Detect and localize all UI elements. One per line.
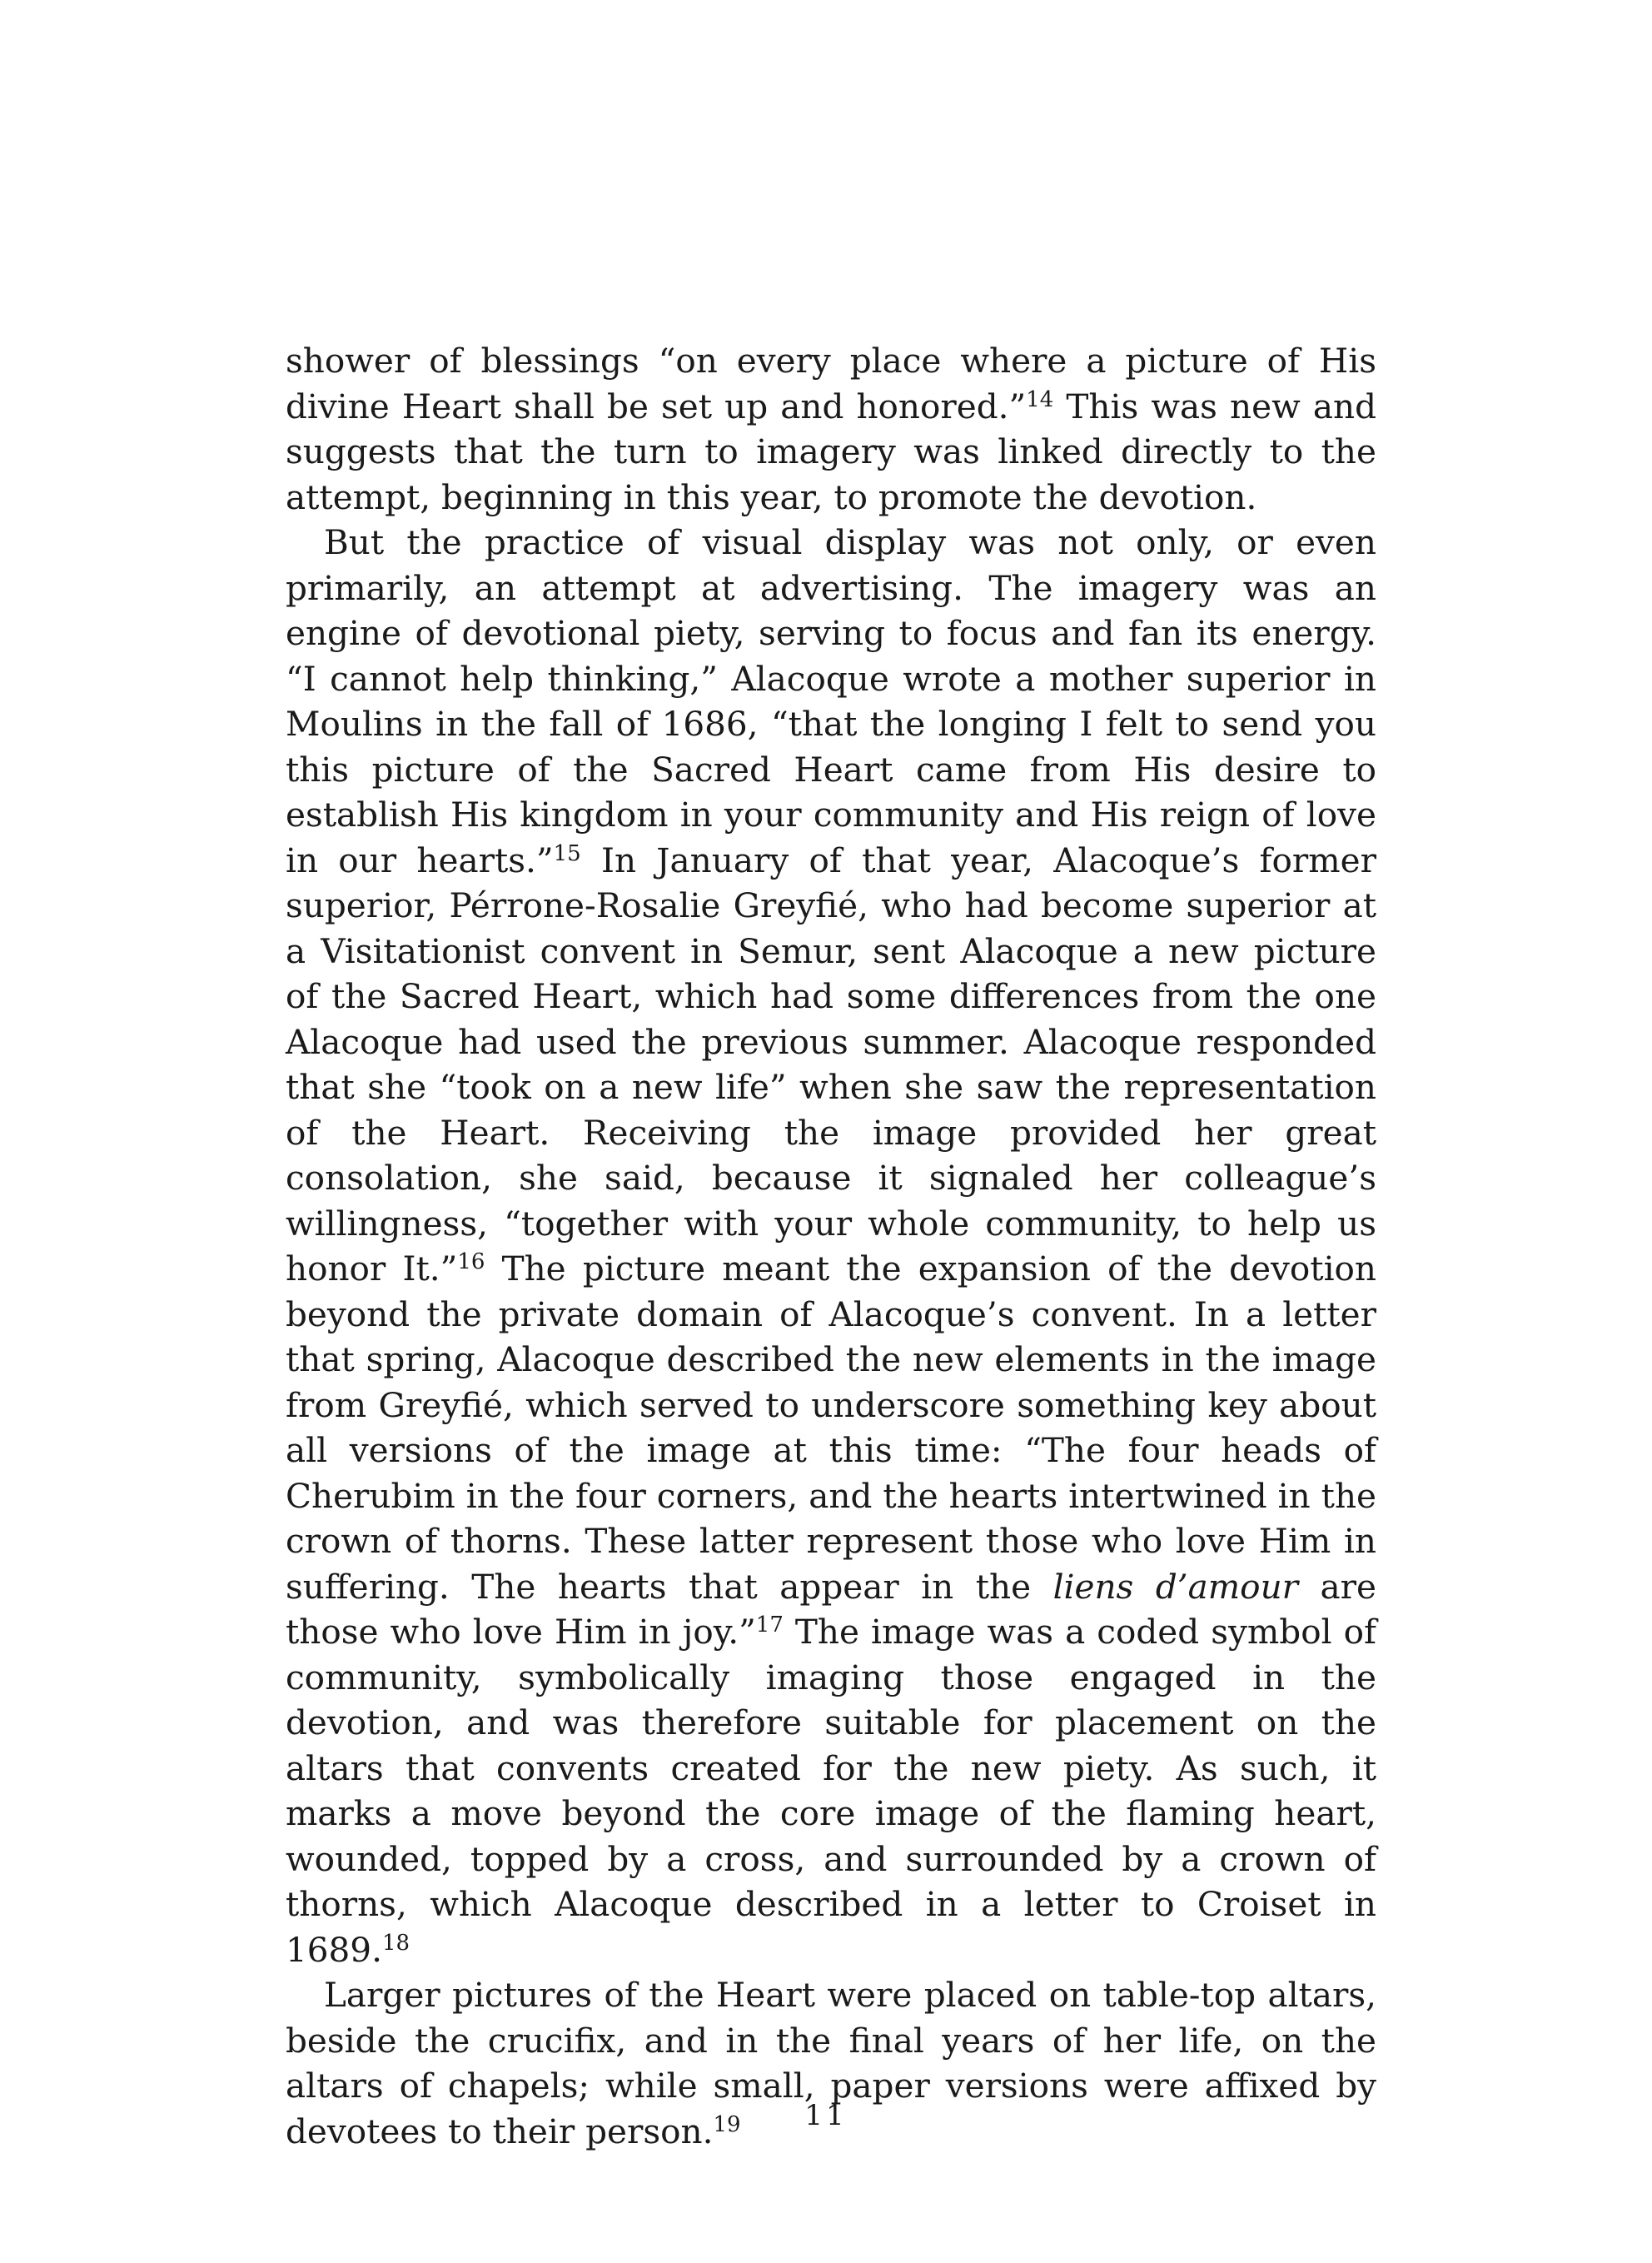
text-run: Larger pictures of the Heart were placed on table-top altars, beside the crucifix, and in the final years of her life, on the altars of chapels; while small, paper versions were affixed by devotees to their person. [286, 1975, 1376, 2151]
body-text [286, 338, 1376, 2154]
text-run: shower of blessings “on every place where a picture of His divine Heart shall be set up and honored.” [286, 341, 1376, 426]
text-run: This was new and suggests that the turn to imagery was linked directly to the attempt, beginning in this year, to promote the devotion. [286, 386, 1376, 517]
footnote-marker: 18 [381, 1930, 411, 1956]
text-run: In January of that year, Alacoque’s former superior, Pérrone-Rosalie Greyfié, who had become superior at a Visitationist convent in Semur, sent Alacoque a new picture of the Sacred Heart, which had some differences from the one Alacoque had used the previous summer. Alacoque responded that she “took on a new life” when she saw the representation of the Heart. Receiving the image provided her great consolation, she said, because it signaled her colleague’s willingness, “together with your whole community, to help us honor It.” [286, 840, 1376, 1289]
paragraph [286, 338, 1376, 520]
footnote-marker: 15 [553, 840, 581, 866]
footnote-marker: 17 [755, 1613, 784, 1637]
footnote-marker: 19 [713, 2111, 741, 2137]
italic-phrase: liens d’amour [1052, 1566, 1299, 1607]
footnote-marker: 16 [457, 1249, 485, 1274]
text-run: The image was a coded symbol of community, symbolically imaging those engaged in the devotion, and was therefore suitable for placement on the altars that convents created for the new piety. As such, it marks a move beyond the core image of the flaming heart, wounded, topped by a cross, and surrounded by a crown of thorns, which Alacoque described in a letter to Croiset in 1689. [286, 1612, 1376, 1970]
paragraph [286, 520, 1376, 1972]
page-number: 11 [804, 2099, 848, 2132]
text-run: are those who love Him in joy.” [286, 1566, 1376, 1652]
text-run: But the practice of visual display was not only, or even primarily, an attempt at advertising. The imagery was an engine of devotional piety, serving to focus and fan its energy. “I cannot help thinking,” Alacoque wrote a mother superior in Moulins in the fall of 1686, “that the longing I felt to send you this picture of the Sacred Heart came from His desire to establish His kingdom in your community and His reign of love in our hearts.” [286, 522, 1376, 880]
text-run: The picture meant the expansion of the devotion beyond the private domain of Alacoque’s convent. In a letter that spring, Alacoque described the new elements in the image from Greyfié, which served to underscore something key about all versions of the image at this time: “The four heads of Cherubim in the four corners, and the hearts intertwined in the crown of thorns. These latter represent those who love Him in suffering. The hearts that appear in the [286, 1249, 1376, 1607]
footnote-marker: 14 [1026, 386, 1054, 412]
